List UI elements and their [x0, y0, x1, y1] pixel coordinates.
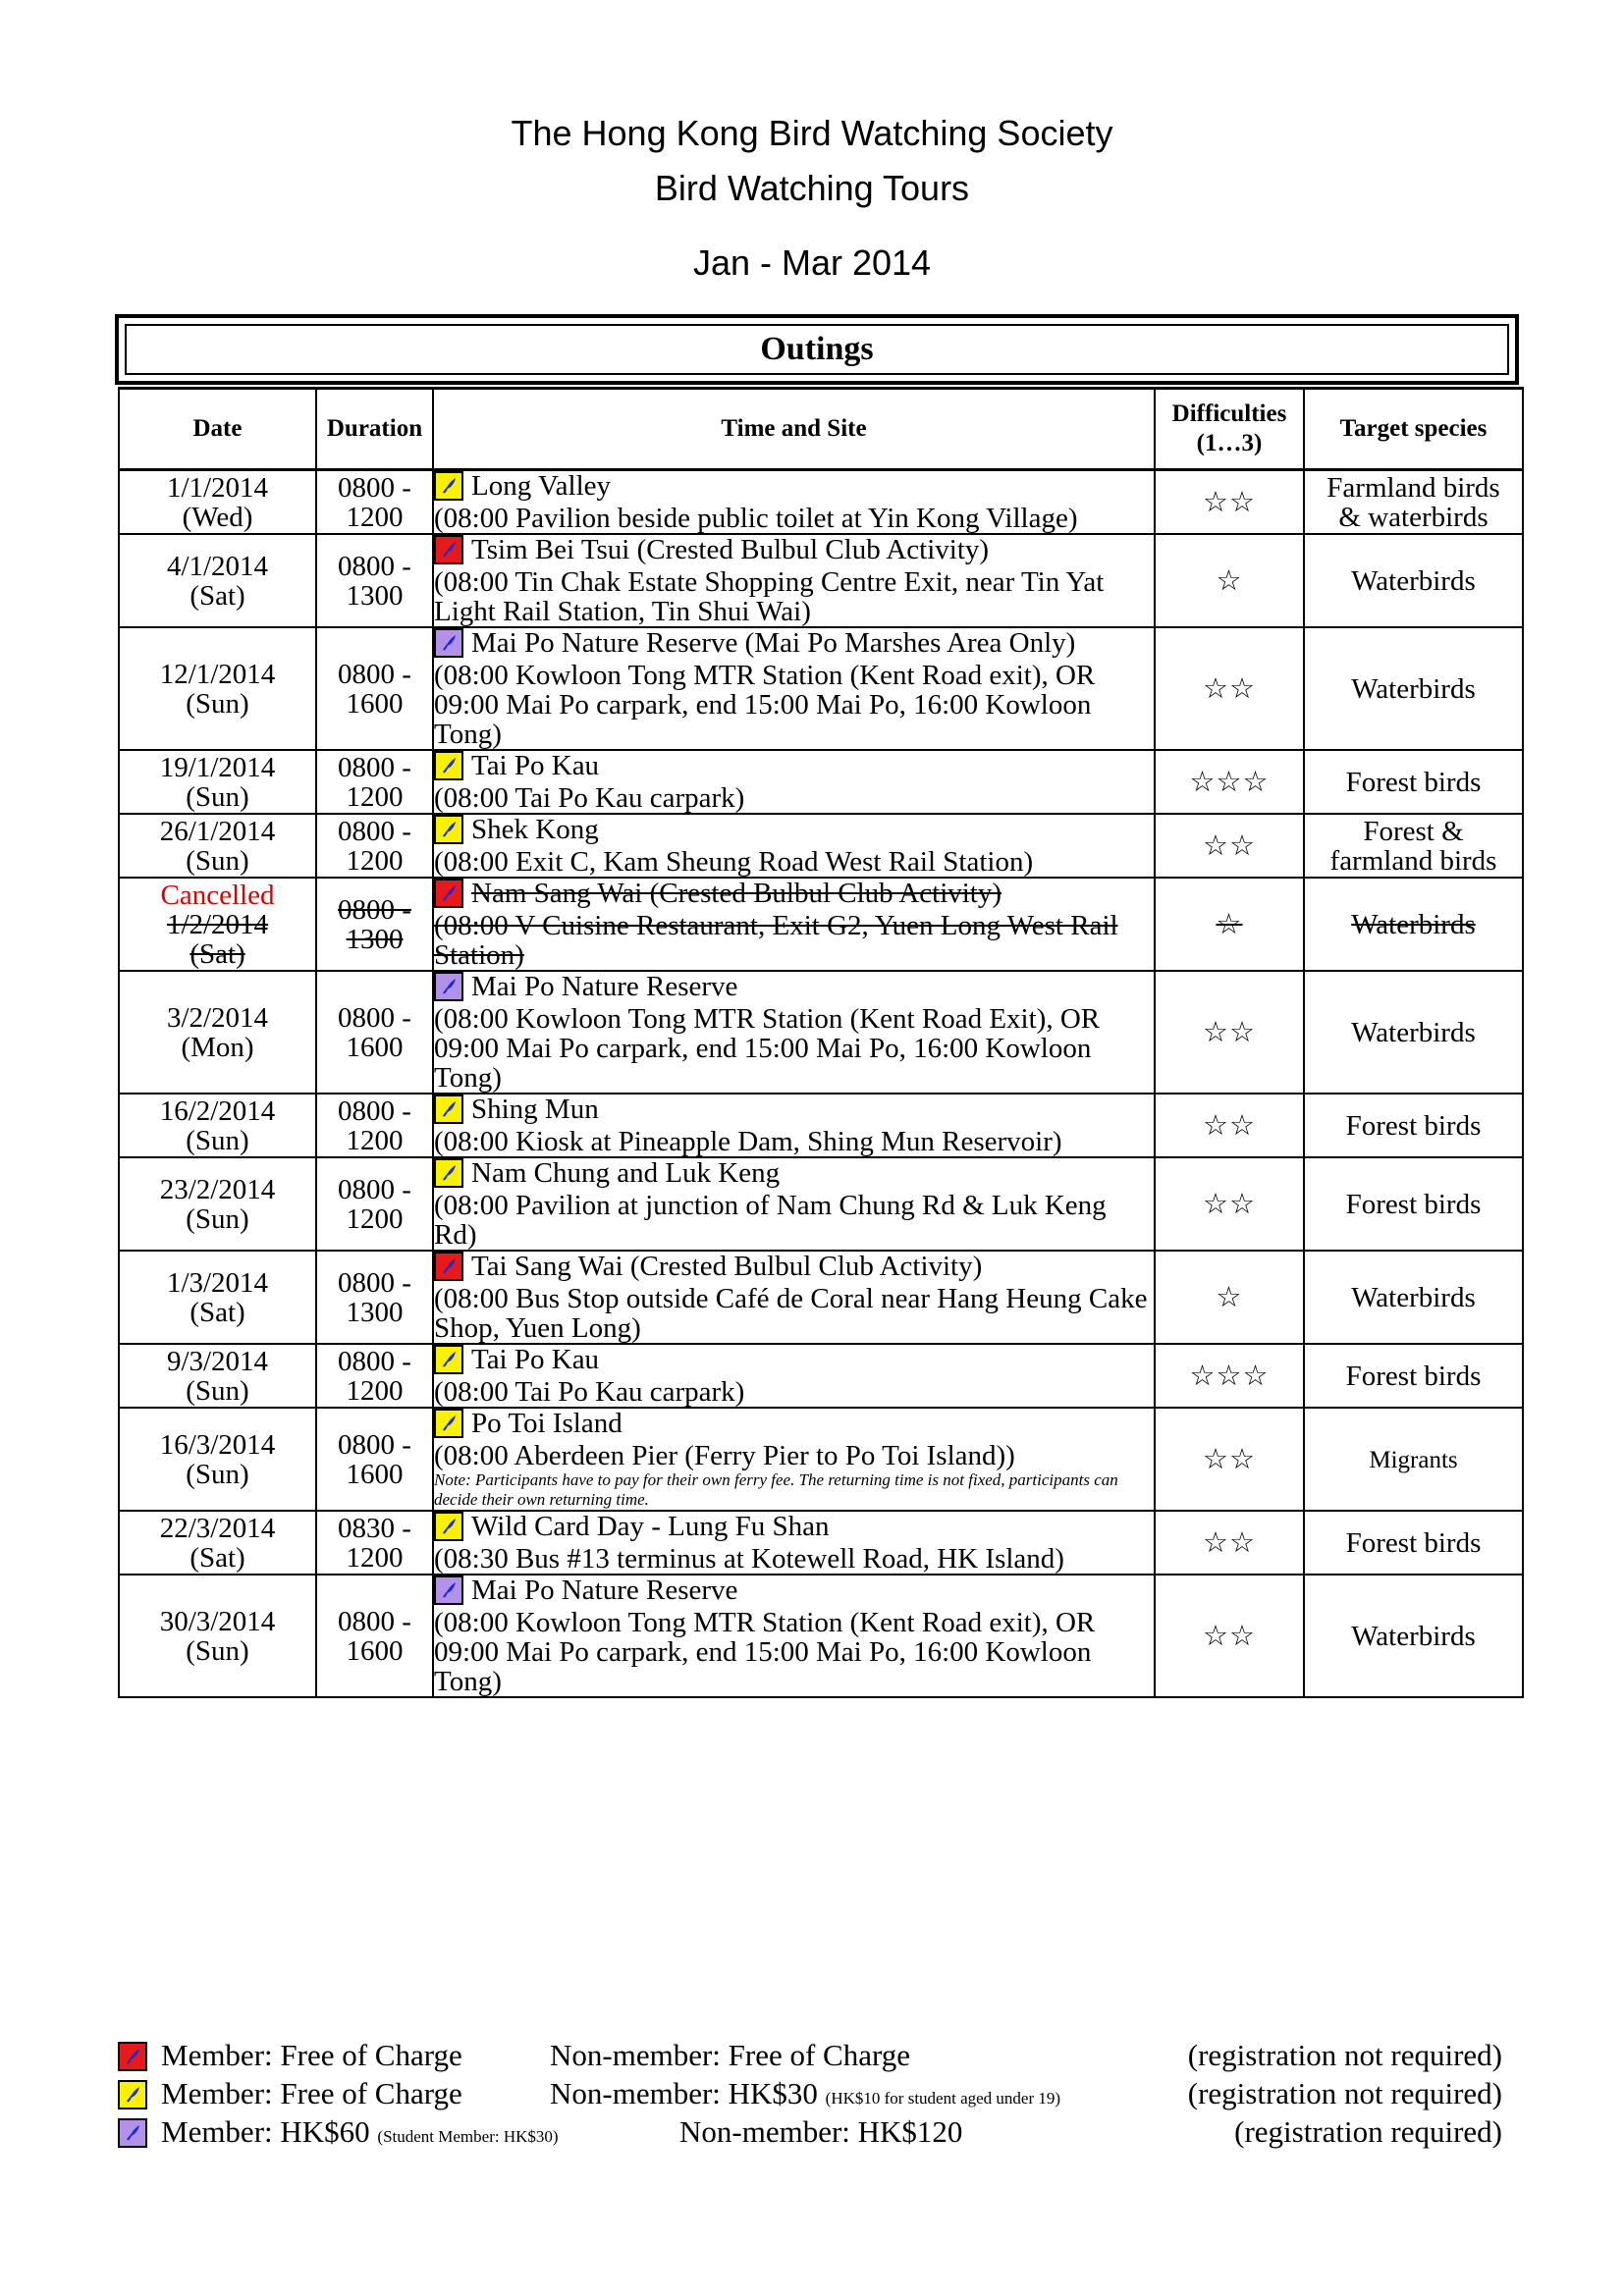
- duration-start: 0830 -: [338, 1512, 411, 1544]
- column-header-time-site: Time and Site: [433, 389, 1155, 470]
- legend-member-note: (Student Member: HK$30): [377, 2127, 559, 2146]
- table-row: [119, 814, 1523, 878]
- table-row: [119, 534, 1523, 627]
- outing-date: 1/2/2014: [166, 908, 269, 940]
- fee-legend: [118, 2038, 1522, 2153]
- fee-red-icon: [434, 879, 463, 908]
- duration-cell: [316, 1094, 433, 1157]
- duration-start: 0800 -: [338, 1173, 411, 1205]
- target-species: Waterbirds: [1351, 1281, 1476, 1313]
- bird-icon: [438, 1255, 460, 1277]
- bird-icon: [438, 1162, 460, 1184]
- duration-cell: [316, 971, 433, 1094]
- bird-icon: [438, 1413, 460, 1434]
- page-header: [0, 106, 1624, 291]
- target-cell: [1304, 1157, 1523, 1251]
- difficulty-cell: [1155, 1575, 1304, 1697]
- duration-end: 1600: [346, 1458, 404, 1490]
- site-name: Long Valley: [471, 470, 612, 502]
- site-name: Po Toi Island: [471, 1408, 623, 1439]
- fee-yellow-icon: [434, 1409, 463, 1438]
- difficulty-cell: [1155, 1157, 1304, 1251]
- target-species: Waterbirds: [1351, 908, 1476, 940]
- time-site-cell: [433, 1511, 1155, 1575]
- outing-day: (Sun): [186, 687, 249, 720]
- difficulty-cell: [1155, 1344, 1304, 1408]
- duration-start: 0800 -: [338, 1345, 411, 1377]
- difficulty-stars: ☆☆: [1203, 1188, 1256, 1220]
- duration-start: 0800 -: [338, 1095, 411, 1127]
- target-species: Forest &: [1363, 815, 1464, 847]
- column-header-duration: Duration: [316, 389, 433, 470]
- difficulty-stars: ☆☆: [1203, 1443, 1256, 1475]
- legend-non-member-note: (HK$10 for student aged under 19): [825, 2089, 1061, 2108]
- target-species: Waterbirds: [1351, 672, 1476, 705]
- duration-end: 1300: [346, 1296, 404, 1328]
- outings-title-box: [115, 314, 1519, 385]
- duration-cell: [316, 1157, 433, 1251]
- outing-day: (Wed): [182, 501, 253, 533]
- site-name: Nam Chung and Luk Keng: [471, 1157, 781, 1189]
- difficulty-cell: [1155, 750, 1304, 814]
- outing-date: 26/1/2014: [159, 815, 276, 847]
- outing-date: 16/3/2014: [159, 1428, 276, 1461]
- difficulty-cell: [1155, 1511, 1304, 1575]
- site-name: Tai Po Kau: [471, 1344, 600, 1375]
- target-species: Farmland birds: [1326, 471, 1500, 504]
- outing-date: 23/2/2014: [159, 1173, 276, 1205]
- target-species: Migrants: [1369, 1446, 1458, 1473]
- bird-icon: [438, 1349, 460, 1370]
- duration-cell: [316, 814, 433, 878]
- bird-icon: [438, 1579, 460, 1601]
- legend-registration: (registration required): [1234, 2114, 1502, 2149]
- duration-end: 1600: [346, 1634, 404, 1667]
- bird-icon: [122, 2084, 143, 2106]
- target-cell: [1304, 814, 1523, 878]
- target-species: Forest birds: [1345, 1526, 1482, 1559]
- outing-date: 3/2/2014: [166, 1001, 269, 1034]
- duration-cell: [316, 1344, 433, 1408]
- site-meeting-point: (08:00 Kowloon Tong MTR Station (Kent Road exit), OR 09:00 Mai Po carpark, end 15:00 Mai Po, 16:00 Kowloon Tong): [434, 660, 1096, 750]
- difficulty-cell: [1155, 470, 1304, 535]
- date-cell: [119, 971, 316, 1094]
- difficulty-cell: [1155, 814, 1304, 878]
- time-site-cell: [433, 1408, 1155, 1511]
- bird-icon: [438, 1098, 460, 1120]
- legend-non-member-fee: Non-member: Free of Charge: [550, 2038, 911, 2072]
- legend-member-fee: Member: Free of Charge: [161, 2038, 462, 2072]
- date-cell: [119, 1511, 316, 1575]
- difficulty-cell: [1155, 878, 1304, 971]
- bird-icon: [122, 2046, 143, 2067]
- outings-title: Outings: [760, 331, 874, 367]
- table-row: [119, 1408, 1523, 1511]
- target-species: Forest birds: [1345, 1109, 1482, 1142]
- fee-yellow-icon: [434, 471, 463, 501]
- bird-icon: [438, 632, 460, 654]
- legend-registration: (registration not required): [1187, 2076, 1502, 2110]
- outing-date: 1/1/2014: [166, 471, 269, 504]
- table-row-cancelled: [119, 878, 1523, 971]
- duration-start: 0800 -: [338, 751, 411, 783]
- target-species-line2: & waterbirds: [1338, 501, 1489, 533]
- duration-start: 0800 -: [338, 815, 411, 847]
- outing-day: (Sun): [186, 1634, 249, 1667]
- difficulty-cell: [1155, 1408, 1304, 1511]
- time-site-cell: [433, 1575, 1155, 1697]
- site-meeting-point: (08:00 Exit C, Kam Sheung Road West Rail Station): [434, 846, 1034, 878]
- duration-cell: [316, 1575, 433, 1697]
- difficulty-stars: ☆☆: [1203, 1620, 1256, 1652]
- date-cell: [119, 1094, 316, 1157]
- difficulty-cell: [1155, 534, 1304, 627]
- target-species: Waterbirds: [1351, 1620, 1476, 1652]
- duration-cell: [316, 1511, 433, 1575]
- date-cell: [119, 1251, 316, 1344]
- outing-day: (Sat): [189, 579, 245, 612]
- table-row: [119, 1251, 1523, 1344]
- duration-start: 0800 -: [338, 658, 411, 690]
- target-cell: [1304, 534, 1523, 627]
- duration-end: 1200: [346, 780, 404, 813]
- legend-row: [118, 2114, 1522, 2153]
- duration-start: 0800 -: [338, 1266, 411, 1299]
- outing-date: 12/1/2014: [159, 658, 276, 690]
- target-species: Forest birds: [1345, 1360, 1482, 1392]
- duration-start: 0800 -: [338, 1605, 411, 1637]
- fee-red-icon: [434, 535, 463, 564]
- duration-start: 0800 -: [338, 471, 411, 504]
- site-meeting-point: (08:00 Kiosk at Pineapple Dam, Shing Mun Reservoir): [434, 1126, 1062, 1157]
- date-cell: [119, 470, 316, 535]
- site-name: Mai Po Nature Reserve: [471, 1575, 738, 1606]
- site-name: Tai Po Kau: [471, 750, 600, 781]
- outing-date: 19/1/2014: [159, 751, 276, 783]
- duration-start: 0800 -: [338, 550, 411, 582]
- fee-yellow-icon: [118, 2080, 147, 2109]
- site-meeting-point: (08:00 Pavilion beside public toilet at Yin Kong Village): [434, 503, 1078, 534]
- target-species: Waterbirds: [1351, 564, 1476, 597]
- site-name: Mai Po Nature Reserve: [471, 971, 738, 1002]
- site-name: Shing Mun: [471, 1094, 599, 1125]
- duration-end: 1300: [346, 923, 404, 955]
- organization-name: The Hong Kong Bird Watching Society: [511, 113, 1113, 153]
- duration-end: 1200: [346, 501, 404, 533]
- outing-day: (Mon): [181, 1031, 254, 1063]
- difficulty-stars: ☆☆: [1203, 1016, 1256, 1048]
- difficulty-stars: ☆: [1216, 1281, 1243, 1313]
- outing-day: (Sun): [186, 780, 249, 813]
- site-meeting-point: (08:00 Kowloon Tong MTR Station (Kent Road exit), OR 09:00 Mai Po carpark, end 15:00 Mai Po, 16:00 Kowloon Tong): [434, 1607, 1096, 1697]
- table-row: [119, 971, 1523, 1094]
- bird-icon: [438, 475, 460, 497]
- table-row: [119, 1094, 1523, 1157]
- difficulty-cell: [1155, 1251, 1304, 1344]
- legend-non-member-fee: Non-member: HK$30: [550, 2076, 818, 2110]
- time-site-cell: [433, 750, 1155, 814]
- duration-cell: [316, 534, 433, 627]
- time-site-cell: [433, 1094, 1155, 1157]
- outing-date: 4/1/2014: [166, 550, 269, 582]
- target-cell: [1304, 971, 1523, 1094]
- site-name: Nam Sang Wai (Crested Bulbul Club Activity): [471, 878, 1002, 909]
- date-cell: [119, 1408, 316, 1511]
- date-cell: [119, 534, 316, 627]
- bird-icon: [122, 2122, 143, 2144]
- date-cell: [119, 1575, 316, 1697]
- table-row: [119, 1575, 1523, 1697]
- outing-day: (Sun): [186, 1374, 249, 1407]
- fee-purple-icon: [118, 2118, 147, 2148]
- bird-icon: [438, 976, 460, 997]
- outings-table: [118, 387, 1524, 1698]
- duration-cell: [316, 1251, 433, 1344]
- outing-date: 9/3/2014: [166, 1345, 269, 1377]
- duration-start: 0800 -: [338, 893, 411, 926]
- fee-yellow-icon: [434, 815, 463, 844]
- outing-date: 16/2/2014: [159, 1095, 276, 1127]
- legend-registration: (registration not required): [1187, 2038, 1502, 2072]
- site-meeting-point: (08:00 Pavilion at junction of Nam Chung Rd & Luk Keng Rd): [434, 1190, 1107, 1251]
- page-subtitle: Bird Watching Tours: [654, 168, 970, 208]
- target-species: Waterbirds: [1351, 1016, 1476, 1048]
- site-note: Note: Participants have to pay for their own ferry fee. The returning time is not fixed, participants can decide their own returning time.: [434, 1470, 1118, 1509]
- time-site-cell: [433, 627, 1155, 750]
- difficulty-stars: ☆: [1216, 564, 1243, 597]
- time-site-cell: [433, 470, 1155, 535]
- fee-purple-icon: [434, 972, 463, 1001]
- time-site-cell: [433, 814, 1155, 878]
- cancelled-label: Cancelled: [160, 879, 275, 911]
- difficulty-stars: ☆☆: [1203, 829, 1256, 862]
- target-species-line2: farmland birds: [1329, 844, 1497, 877]
- fee-yellow-icon: [434, 1095, 463, 1124]
- bird-icon: [438, 539, 460, 561]
- site-name: Tai Sang Wai (Crested Bulbul Club Activity): [471, 1251, 983, 1282]
- date-cell: [119, 750, 316, 814]
- difficulty-stars: ☆☆☆: [1189, 766, 1270, 798]
- target-cell: [1304, 1408, 1523, 1511]
- column-header-date: Date: [119, 389, 316, 470]
- difficulty-stars: ☆☆: [1203, 486, 1256, 518]
- table-row: [119, 750, 1523, 814]
- duration-start: 0800 -: [338, 1428, 411, 1461]
- site-meeting-point: (08:00 Aberdeen Pier (Ferry Pier to Po Toi Island)): [434, 1440, 1015, 1471]
- duration-cell: [316, 878, 433, 971]
- difficulty-stars: ☆☆☆: [1189, 1360, 1270, 1392]
- difficulty-cell: [1155, 627, 1304, 750]
- time-site-cell: [433, 1344, 1155, 1408]
- outing-day: (Sat): [189, 1296, 245, 1328]
- difficulty-stars: ☆: [1216, 908, 1243, 940]
- duration-cell: [316, 1408, 433, 1511]
- difficulty-stars: ☆☆: [1203, 1526, 1256, 1559]
- difficulty-stars: ☆☆: [1203, 1109, 1256, 1142]
- outing-day: (Sun): [186, 1458, 249, 1490]
- target-cell: [1304, 1344, 1523, 1408]
- duration-end: 1600: [346, 687, 404, 720]
- target-cell: [1304, 1251, 1523, 1344]
- target-cell: [1304, 878, 1523, 971]
- column-header-difficulties: Difficulties (1…3): [1155, 389, 1304, 470]
- duration-cell: [316, 627, 433, 750]
- target-cell: [1304, 750, 1523, 814]
- bird-icon: [438, 1516, 460, 1537]
- target-cell: [1304, 1511, 1523, 1575]
- fee-yellow-icon: [434, 1512, 463, 1541]
- site-name: Tsim Bei Tsui (Crested Bulbul Club Activity): [471, 534, 990, 565]
- target-cell: [1304, 1575, 1523, 1697]
- fee-purple-icon: [434, 628, 463, 658]
- site-name: Wild Card Day - Lung Fu Shan: [471, 1511, 830, 1542]
- date-cell: [119, 1344, 316, 1408]
- difficulty-cell: [1155, 1094, 1304, 1157]
- site-meeting-point: (08:00 Tin Chak Estate Shopping Centre Exit, near Tin Yat Light Rail Station, Tin Shui Wai): [434, 566, 1105, 627]
- outing-day: (Sun): [186, 1124, 249, 1156]
- site-meeting-point: (08:00 V Cuisine Restaurant, Exit G2, Yuen Long West Rail Station): [434, 910, 1118, 971]
- duration-end: 1200: [346, 1374, 404, 1407]
- duration-end: 1300: [346, 579, 404, 612]
- table-header-row: [119, 389, 1523, 470]
- date-cell: [119, 1157, 316, 1251]
- duration-end: 1200: [346, 1124, 404, 1156]
- legend-member-fee: Member: Free of Charge: [161, 2076, 462, 2110]
- outing-day: (Sun): [186, 844, 249, 877]
- bird-icon: [438, 755, 460, 776]
- time-site-cell: [433, 971, 1155, 1094]
- column-header-target-species: Target species: [1304, 389, 1523, 470]
- time-site-cell: [433, 878, 1155, 971]
- table-row: [119, 1344, 1523, 1408]
- outing-day: (Sat): [189, 937, 245, 970]
- fee-yellow-icon: [434, 751, 463, 780]
- table-row: [119, 1157, 1523, 1251]
- duration-start: 0800 -: [338, 1001, 411, 1034]
- fee-red-icon: [118, 2042, 147, 2071]
- bird-icon: [438, 882, 460, 904]
- target-cell: [1304, 1094, 1523, 1157]
- fee-purple-icon: [434, 1575, 463, 1605]
- duration-cell: [316, 470, 433, 535]
- site-meeting-point: (08:30 Bus #13 terminus at Kotewell Road, HK Island): [434, 1543, 1064, 1575]
- time-site-cell: [433, 1251, 1155, 1344]
- duration-cell: [316, 750, 433, 814]
- date-cell: [119, 814, 316, 878]
- site-meeting-point: (08:00 Kowloon Tong MTR Station (Kent Road Exit), OR 09:00 Mai Po carpark, end 15:00 Mai Po, 16:00 Kowloon Tong): [434, 1003, 1101, 1094]
- time-site-cell: [433, 1157, 1155, 1251]
- site-meeting-point: (08:00 Tai Po Kau carpark): [434, 782, 745, 814]
- table-row: [119, 627, 1523, 750]
- time-site-cell: [433, 534, 1155, 627]
- tour-period: Jan - Mar 2014: [692, 242, 932, 283]
- site-name: Mai Po Nature Reserve (Mai Po Marshes Area Only): [471, 627, 1076, 659]
- table-row: [119, 1511, 1523, 1575]
- duration-end: 1200: [346, 1202, 404, 1235]
- fee-red-icon: [434, 1252, 463, 1281]
- target-cell: [1304, 627, 1523, 750]
- target-species: Forest birds: [1345, 1188, 1482, 1220]
- site-meeting-point: (08:00 Tai Po Kau carpark): [434, 1376, 745, 1408]
- duration-end: 1600: [346, 1031, 404, 1063]
- site-name: Shek Kong: [471, 814, 599, 845]
- date-cell: [119, 627, 316, 750]
- outing-date: 22/3/2014: [159, 1512, 276, 1544]
- fee-yellow-icon: [434, 1345, 463, 1374]
- outing-day: (Sun): [186, 1202, 249, 1235]
- duration-end: 1200: [346, 1541, 404, 1574]
- bird-icon: [438, 819, 460, 840]
- table-row: [119, 470, 1523, 535]
- date-cell: [119, 878, 316, 971]
- fee-yellow-icon: [434, 1158, 463, 1188]
- legend-row: [118, 2076, 1522, 2114]
- outing-date: 30/3/2014: [159, 1605, 276, 1637]
- difficulty-cell: [1155, 971, 1304, 1094]
- site-meeting-point: (08:00 Bus Stop outside Café de Coral near Hang Heung Cake Shop, Yuen Long): [434, 1283, 1148, 1344]
- legend-member-fee: Member: HK$60: [161, 2114, 370, 2149]
- difficulty-stars: ☆☆: [1203, 672, 1256, 705]
- legend-non-member-fee: Non-member: HK$120: [679, 2114, 963, 2149]
- target-cell: [1304, 470, 1523, 535]
- duration-end: 1200: [346, 844, 404, 877]
- legend-row: [118, 2038, 1522, 2076]
- outing-day: (Sat): [189, 1541, 245, 1574]
- outing-date: 1/3/2014: [166, 1266, 269, 1299]
- target-species: Forest birds: [1345, 766, 1482, 798]
